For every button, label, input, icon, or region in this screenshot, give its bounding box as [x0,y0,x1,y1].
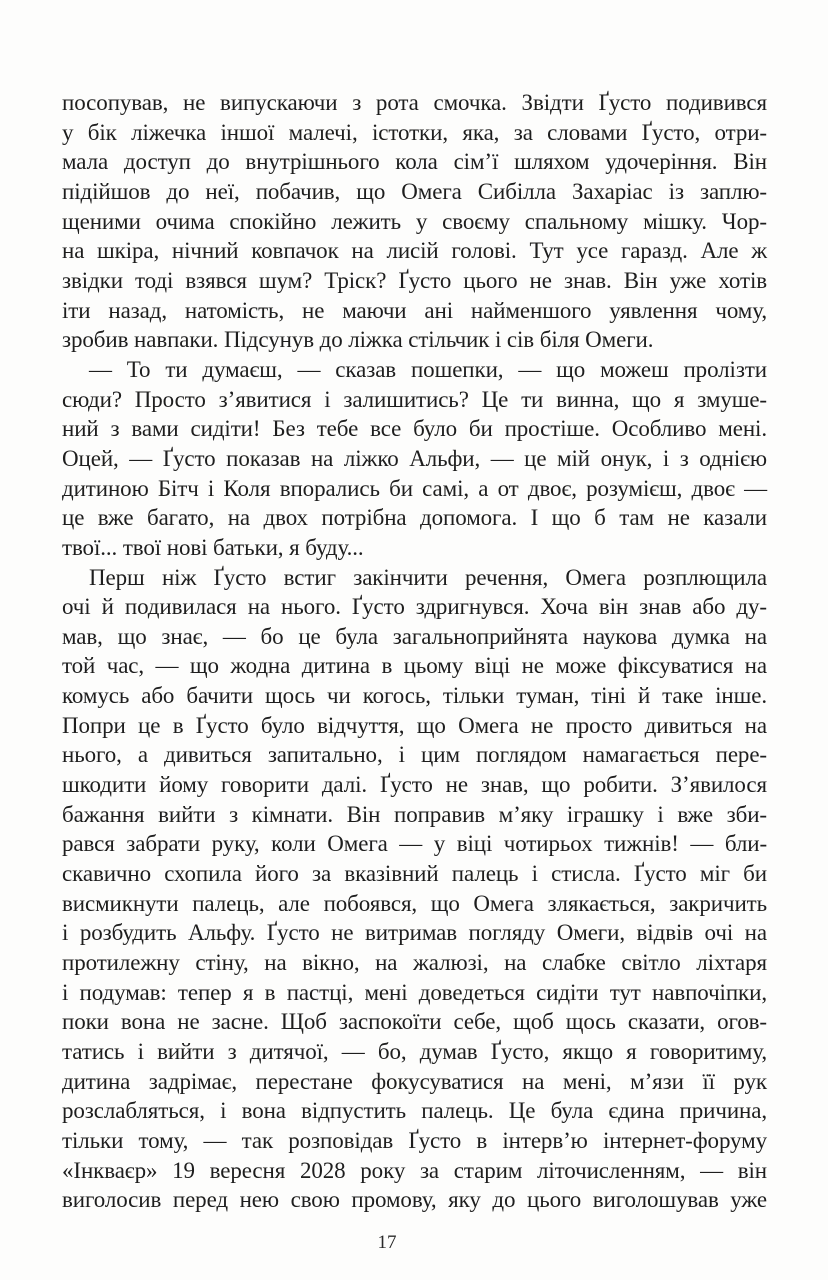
text-line: і розбудить Альфу. Ґусто не витримав погляду Омеги, відвів очі на [62,920,767,946]
text-line: Перш ніж Ґусто встиг закінчити речення, Омега розплющила [89,564,767,590]
text-line: бажання вийти з кімнати. Він поправив м’яку іграшку і вже зби- [62,801,767,827]
text-line: рався забрати руку, коли Омега — у віці чотирьох тижнів! — бли- [62,831,767,857]
text-line: Оцей, — Ґусто показав на ліжко Альфи, — це мій онук, і з однією [62,445,767,471]
text-line: Попри це в Ґусто було відчуття, що Омега не просто дивиться на [62,712,767,738]
text-line: мала доступ до внутрішнього кола сім’ї шляхом удочеріння. Він [62,149,767,175]
text-line: дитиною Бітч і Коля впорались би самі, а от двоє, розумієш, двоє — [62,475,767,501]
text-line: нього, а дивиться запитально, і цим поглядом намагається пере- [62,742,767,768]
text-line: і подумав: тепер я в пастці, мені доведеться сидіти тут навпочіпки, [62,979,767,1005]
text-line: скавично схопила його за вказівний палець і стисла. Ґусто міг би [62,861,767,887]
text-line: на шкіра, нічний ковпачок на лисій голові. Тут усе гаразд. Але ж [62,238,767,264]
text-line: зробив навпаки. Підсунув до ліжка стільчик і сів біля Омеги. [62,327,654,353]
page-number: 17 [377,1232,397,1253]
text-line: «Інкваєр» 19 вересня 2028 року за старим літочисленням, — він [62,1157,767,1183]
text-line: той час, — що жодна дитина в цьому віці не може фіксуватися на [62,653,767,679]
text-line: твої... твої нові батьки, я буду... [62,534,364,560]
text-line: очі й подивилася на нього. Ґусто здригнувся. Хоча він знав або ду- [62,594,767,620]
text-line: звідки тоді взявся шум? Тріск? Ґусто цього не знав. Він уже хотів [62,267,767,293]
text-line: татись і вийти з дитячої, — бо, думав Ґусто, якщо я говоритиму, [62,1039,767,1064]
text-line: шкодити йому говорити далі. Ґусто не знав, що робити. З’явилося [62,772,767,798]
text-line: комусь або бачити щось чи когось, тільки туман, тіні й таке інше. [62,683,767,709]
text-line: мав, що знає, — бо це була загальноприйнята наукова думка на [62,623,767,649]
text-line: — То ти думаєш, — сказав пошепки, — що можеш пролізти [89,356,767,382]
text-line: розслабляться, і вона відпустить палець. Це була єдина причина, [62,1098,767,1124]
text-line: протилежну стіну, на вікно, на жалюзі, на слабке світло ліхтаря [62,950,767,976]
text-line: іти назад, натомість, не маючи ані найменшого уявлення чому, [62,297,767,323]
text-block [62,88,767,1215]
text-line: виголосив перед нею свою промову, яку до цього виголошував уже [62,1187,767,1213]
text-line: підійшов до неї, побачив, що Омега Сибілла Захаріас із заплю- [62,178,767,204]
text-line: ний з вами сидіти! Без тебе все було би простіше. Особливо мені. [62,416,767,442]
text-line: дитина задрімає, перестане фокусуватися на мені, м’язи її рук [62,1068,767,1094]
text-line: поки вона не засне. Щоб заспокоїти себе, щоб щось сказати, огов- [62,1009,767,1035]
text-line: сюди? Просто з’явитися і залишитись? Це ти винна, що я змуше- [62,386,767,412]
text-line: висмикнути палець, але побоявся, що Омега злякається, закричить [62,890,767,916]
text-line: щеними очима спокійно лежить у своєму спальному мішку. Чор- [62,208,767,234]
text-line: посопував, не випускаючи з рота смочка. Звідти Ґусто подивився [62,90,767,115]
text-line: у бік ліжечка іншої малечі, істотки, яка, за словами Ґусто, отри- [62,119,767,145]
text-line: тільки тому, — так розповідав Ґусто в інтерв’ю інтернет-форуму [62,1127,767,1153]
text-line: це вже багато, на двох потрібна допомога. І що б там не казали [62,505,767,531]
